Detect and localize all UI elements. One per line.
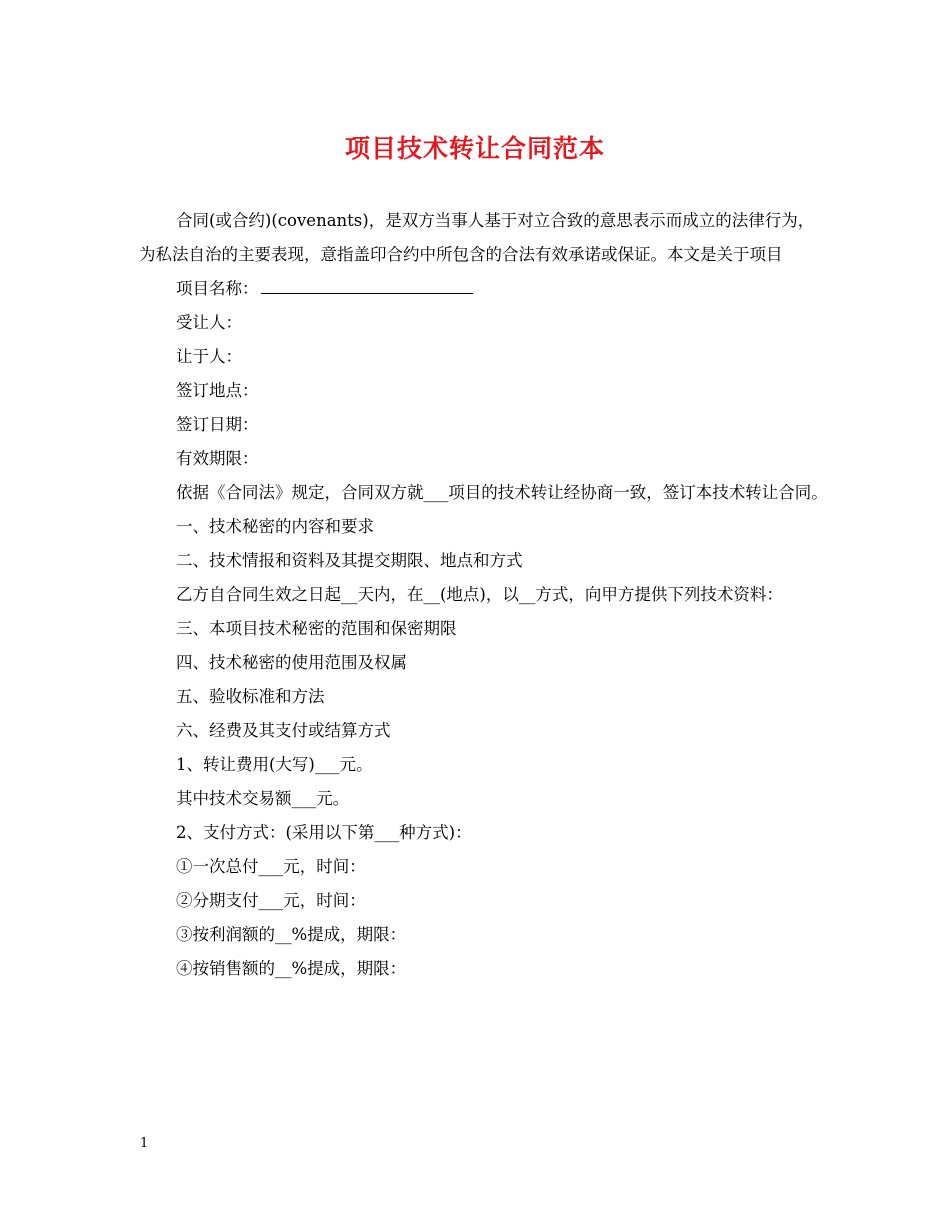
document-body <box>139 204 829 986</box>
project-name-label: 项目名称： <box>176 279 259 298</box>
section-heading-4: 四、技术秘密的使用范围及权属 <box>176 653 407 672</box>
transferor-line: 让于人： <box>176 347 242 366</box>
payment-option-4: ④按销售额的__%提成，期限： <box>176 959 407 978</box>
intro-paragraph: 合同(或合约)(covenants)，是双方当事人基于对立合致的意思表示而成立的法律行为，为私法自治的主要表现，意指盖印合约中所包含的合法有效承诺或保证。本文是关于项目 <box>139 211 815 264</box>
section-heading-5: 五、验收标准和方法 <box>176 687 325 706</box>
fee-line: 1、转让费用(大写)___元。 <box>176 755 373 774</box>
document-title: 项目技术转让合同范本 <box>344 134 605 163</box>
page-number: 1 <box>140 1136 149 1151</box>
signing-date-line: 签订日期： <box>176 415 259 434</box>
section-2-detail: 乙方自合同生效之日起__天内，在__(地点)，以__方式，向甲方提供下列技术资料： <box>176 585 783 604</box>
basis-paragraph: 依据《合同法》规定，合同双方就___项目的技术转让经协商一致，签订本技术转让合同。 <box>176 483 828 502</box>
transferee-line: 受让人： <box>176 313 242 332</box>
payment-method-line: 2、支付方式：(采用以下第___种方式)： <box>176 823 472 842</box>
section-heading-3: 三、本项目技术秘密的范围和保密期限 <box>176 619 457 638</box>
section-heading-1: 一、技术秘密的内容和要求 <box>176 517 374 536</box>
payment-option-2: ②分期支付___元，时间： <box>176 891 366 910</box>
section-heading-6: 六、经费及其支付或结算方式 <box>176 721 391 740</box>
validity-line: 有效期限： <box>176 449 259 468</box>
tech-amount-line: 其中技术交易额___元。 <box>176 789 350 808</box>
section-heading-2: 二、技术情报和资料及其提交期限、地点和方式 <box>176 551 523 570</box>
payment-option-1: ①一次总付___元，时间： <box>176 857 366 876</box>
project-name-blank <box>261 279 473 294</box>
payment-option-3: ③按利润额的__%提成，期限： <box>176 925 407 944</box>
project-name-line <box>139 272 829 306</box>
signing-place-line: 签订地点： <box>176 381 259 400</box>
